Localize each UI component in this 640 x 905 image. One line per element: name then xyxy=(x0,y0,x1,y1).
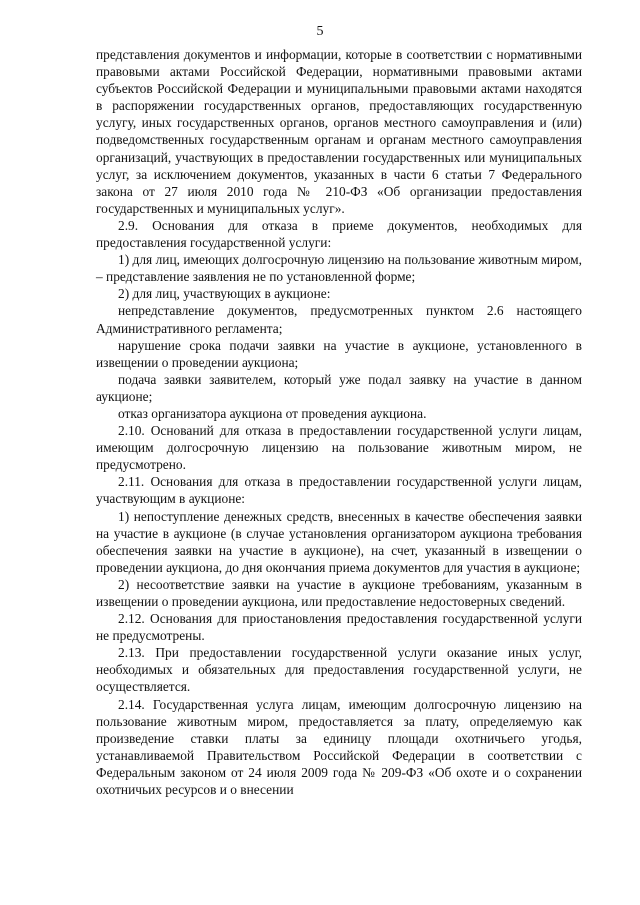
paragraph-2-9-item-2-b: нарушение срока подачи заявки на участие в аукционе, установленного в извещении о проведении аукциона; xyxy=(96,337,582,370)
paragraph-2-9: 2.9. Основания для отказа в приеме документов, необходимых для предоставления государственной услуги: xyxy=(96,217,582,251)
paragraph-2-9-item-2: 2) для лиц, участвующих в аукционе: xyxy=(118,286,331,302)
paragraph-2-11: 2.11. Основания для отказа в предоставлении государственной услуги лицам, участвующим в аукционе: xyxy=(96,474,582,507)
paragraph-2-14: 2.14. Государственная услуга лицам, имеющим долгосрочную лицензию на пользование животным миром, предоставляется за плату, определяемую как произведение ставки платы за единицу площади охотничьего угодья, устанавливаемой Правительством Российской Федерации в соответствии с Федеральным законом от 24 июля 2009 года № 209-ФЗ «Об охоте и о сохранении охотничьих ресурсов и о внесении xyxy=(96,696,582,798)
paragraph-2-11-item-2: 2) несоответствие заявки на участие в аукционе требованиям, указанным в извещении о проведении аукциона, или предоставление недостоверных сведений. xyxy=(96,576,582,609)
paragraph-2-13: 2.13. При предоставлении государственной услуги оказание иных услуг, необходимых и обязательных для предоставления государственной услуги, не осуществляется. xyxy=(96,645,582,695)
document-body xyxy=(96,46,582,798)
paragraph-2-12: 2.12. Основания для приостановления предоставления государственной услуги не предусмотрены. xyxy=(96,611,582,644)
paragraph-2-9-item-1: 1) для лиц, имеющих долгосрочную лицензию на пользование животным миром, – представление заявления не по установленной форме; xyxy=(96,252,582,285)
paragraph-2-11-item-1: 1) непоступление денежных средств, внесенных в качестве обеспечения заявки на участие в аукционе (в случае установления организатором аукциона требования обеспечения заявки на участие в аукционе), на счет, указанный в извещении о проведении аукциона, до дня окончания приема документов для участия в аукционе; xyxy=(96,508,582,575)
page-number: 5 xyxy=(316,24,324,39)
paragraph-2-9-item-2-c: подача заявки заявителем, который уже подал заявку на участие в данном аукционе; xyxy=(96,371,582,404)
paragraph-2-9-item-2-a: непредставление документов, предусмотренных пунктом 2.6 настоящего Административного регламента; xyxy=(96,303,582,336)
paragraph-2-10: 2.10. Оснований для отказа в предоставлении государственной услуги лицам, имеющим долгосрочную лицензию на пользование животным миром, не предусмотрено. xyxy=(96,423,582,473)
paragraph-continuation: представления документов и информации, которые в соответствии с нормативными правовыми актами Российской Федерации, нормативными правовыми актами субъектов Российской Федерации и муниципальными правовыми актами находятся в распоряжении государственных органов, предоставляющих государственную услугу, иных государственных органов, органов местного самоуправления и (или) подведомственных государственным органам и органам местного самоуправления организаций, участвующих в предоставлении государственных или муниципальных услуг, за исключением документов, указанных в части 6 статьи 7 Федерального закона от 27 июля 2010 года № 210-ФЗ «Об организации предоставления государственных и муниципальных услуг». xyxy=(96,47,582,216)
paragraph-2-9-item-2-d: отказ организатора аукциона от проведения аукциона. xyxy=(118,405,427,421)
